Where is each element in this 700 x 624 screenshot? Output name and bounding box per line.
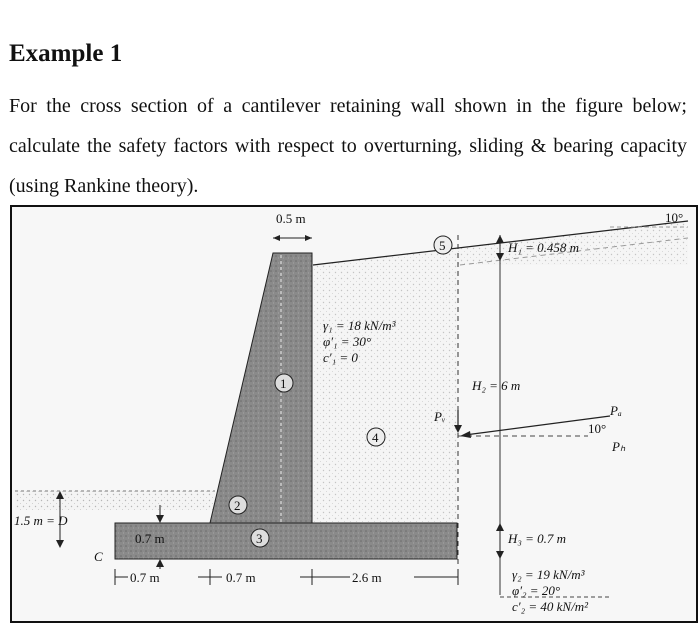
svg-text:4: 4 [372,430,379,445]
toe-label: 0.7 m [135,531,165,546]
soil2-gamma: γ₂ = 19 kN/m³ [512,567,585,582]
dim-heel: 2.6 m [352,570,382,585]
svg-text:3: 3 [256,531,263,546]
soil2-c: c′₂ = 40 kN/m² [512,599,588,614]
point-c-label: C [94,549,103,564]
region-3-marker [251,529,269,547]
dim-stem: 0.7 m [226,570,256,585]
region-2-marker [229,496,247,514]
soil1-c: c′₁ = 0 [323,350,358,365]
angle-force-label: 10° [588,421,607,436]
soil1-phi: φ′₁ = 30° [323,334,372,349]
h1-label: H₁ = 0.458 m [508,240,580,255]
front-ground [15,490,215,510]
svg-text:2: 2 [234,498,241,513]
h3-label: H₃ = 0.7 m [508,531,567,546]
top-width-label: 0.5 m [276,211,306,226]
base-slab [115,523,457,559]
region-1-marker [275,374,293,392]
svg-text:1: 1 [280,376,287,391]
pa-label: Pₐ [610,403,622,418]
soil2-phi: φ′₂ = 20° [512,583,561,598]
ph-label: Pₕ [612,439,626,454]
example-heading: Example 1 [9,40,123,67]
region-4-marker [367,428,385,446]
svg-text:5: 5 [439,238,446,253]
depth-label: 1.5 m = D [14,513,68,528]
angle-top-label: 10° [665,210,684,225]
problem-statement: For the cross section of a cantilever retaining wall shown in the figure below; calculate the safety factors with respect to overturning, sliding & bearing capacity (using Rankine theory). [9,95,687,197]
pv-label: Pᵥ [434,409,446,424]
h2-label: H₂ = 6 m [472,378,521,393]
retaining-wall-figure [10,205,698,623]
region-5-marker [434,236,452,254]
soil1-gamma: γ₁ = 18 kN/m³ [323,318,396,333]
dim-toe: 0.7 m [130,570,160,585]
